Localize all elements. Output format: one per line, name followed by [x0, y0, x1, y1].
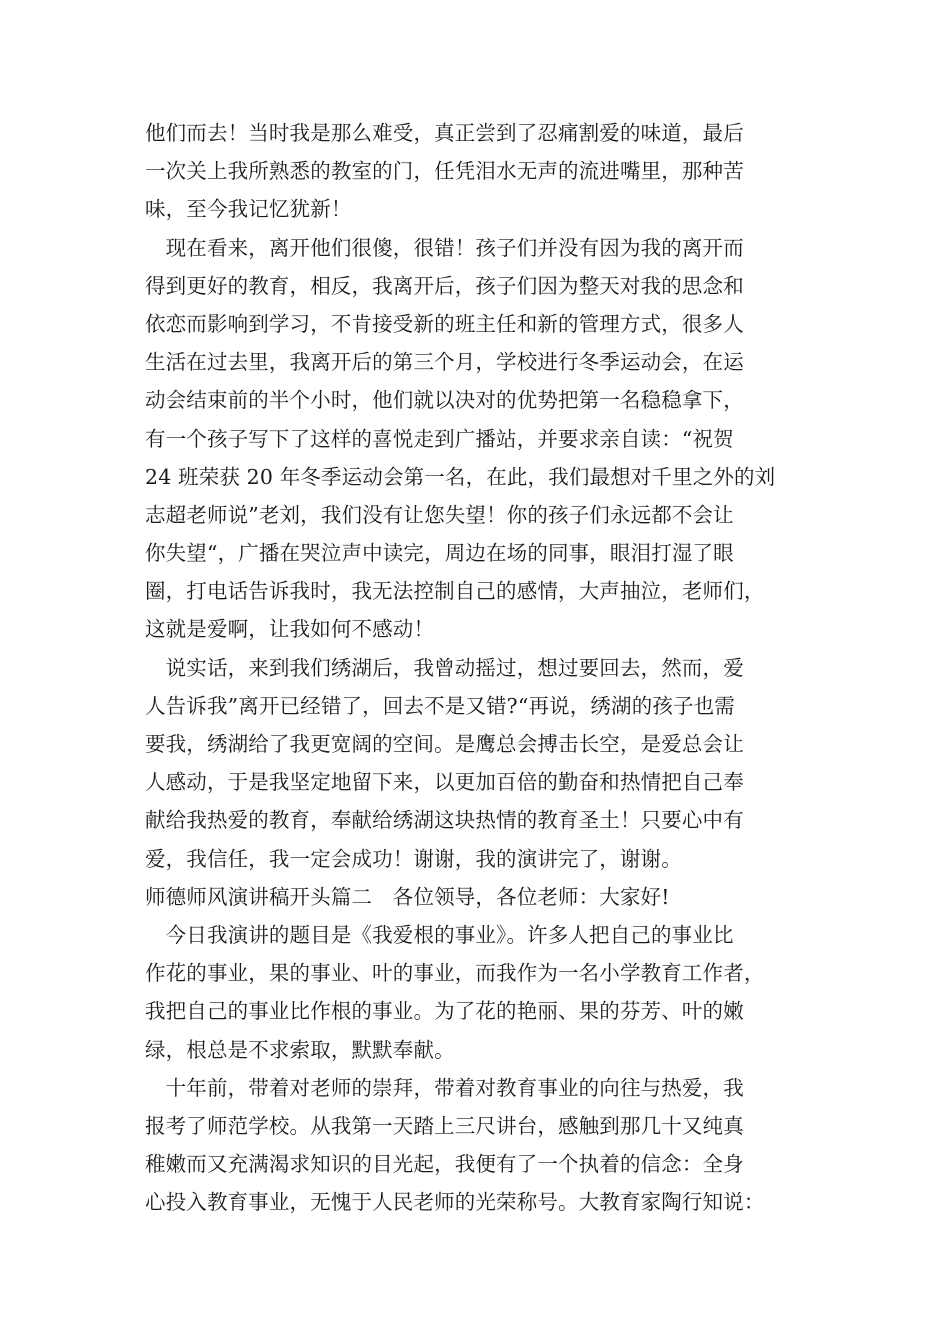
paragraph: [145, 229, 825, 649]
text-line: 心投入教育事业，无愧于人民老师的光荣称号。大教育家陶行知说：: [145, 1190, 765, 1215]
text-line: 稚嫩而又充满渴求知识的目光起，我便有了一个执着的信念：全身: [145, 1152, 744, 1177]
text-line: 人感动，于是我坚定地留下来，以更加百倍的勤奋和热情把自己奉: [145, 770, 744, 795]
text-line: 要我，绣湖给了我更宽阔的空间。是鹰总会搏击长空，是爱总会让: [145, 732, 744, 756]
text-line: 爱，我信任，我一定会成功！谢谢，我的演讲完了，谢谢。: [145, 846, 682, 871]
text-line: 人告诉我”离开已经错了，回去不是又错?“再说，绣湖的孩子也需: [145, 693, 735, 718]
paragraph: [145, 114, 825, 229]
text-line: 你失望“，广播在哭泣声中读完，周边在场的同事，眼泪打湿了眼: [145, 541, 734, 566]
text-line: 说实话，来到我们绣湖后，我曾动摇过，想过要回去，然而，爱: [145, 655, 744, 680]
text-line: 十年前，带着对老师的崇拜，带着对教育事业的向往与热爱，我: [145, 1075, 744, 1100]
text-line: 今日我演讲的题目是《我爱根的事业》。许多人把自己的事业比: [145, 922, 734, 947]
text-line: 报考了师范学校。从我第一天踏上三尺讲台，感触到那几十又纯真: [145, 1113, 744, 1138]
body-text: [145, 114, 825, 1221]
text-line: 味，至今我记忆犹新！: [145, 197, 352, 222]
text-line: 圈，打电话告诉我时，我无法控制自己的感情，大声抽泣，老师们，: [145, 579, 765, 604]
paragraph: [145, 1069, 825, 1222]
text-line: 我把自己的事业比作根的事业。为了花的艳丽、果的芬芳、叶的嫩: [145, 999, 744, 1024]
text-line: 师德师风演讲稿开头篇二 各位领导，各位老师：大家好!: [145, 884, 670, 909]
text-line: 依恋而影响到学习，不肯接受新的班主任和新的管理方式，很多人: [145, 311, 744, 336]
text-line: 一次关上我所熟悉的教室的门，任凭泪水无声的流进嘴里，那种苦: [145, 159, 744, 184]
text-line: 动会结束前的半个小时，他们就以决对的优势把第一名稳稳拿下，: [145, 388, 744, 413]
text-line: 绿，根总是不求索取，默默奉献。: [145, 1037, 455, 1062]
text-line: 献给我热爱的教育，奉献给绣湖这块热情的教育圣土！只要心中有: [145, 808, 744, 833]
text-line: 有一个孩子写下了这样的喜悦走到广播站，并要求亲自读：“祝贺: [145, 426, 734, 451]
text-line: 现在看来，离开他们很傻，很错！孩子们并没有因为我的离开而: [145, 235, 744, 260]
text-line: 这就是爱啊，让我如何不感动！: [145, 617, 435, 642]
text-line: 志超老师说”老刘，我们没有让您失望！你的孩子们永远都不会让: [145, 502, 734, 527]
paragraph: [145, 649, 825, 878]
text-line: 生活在过去里，我离开后的第三个月，学校进行冬季运动会，在运: [145, 350, 744, 375]
text-line: 得到更好的教育，相反，我离开后，孩子们因为整天对我的思念和: [145, 273, 744, 298]
text-line: 他们而去！当时我是那么难受，真正尝到了忍痛割爱的味道，最后: [145, 121, 744, 145]
section-heading: [145, 878, 825, 916]
paragraph: [145, 916, 825, 1069]
text-line: 作花的事业，果的事业、叶的事业，而我作为一名小学教育工作者，: [145, 961, 765, 986]
text-line: 24 班荣获 20 年冬季运动会第一名，在此，我们最想对千里之外的刘: [145, 464, 776, 489]
